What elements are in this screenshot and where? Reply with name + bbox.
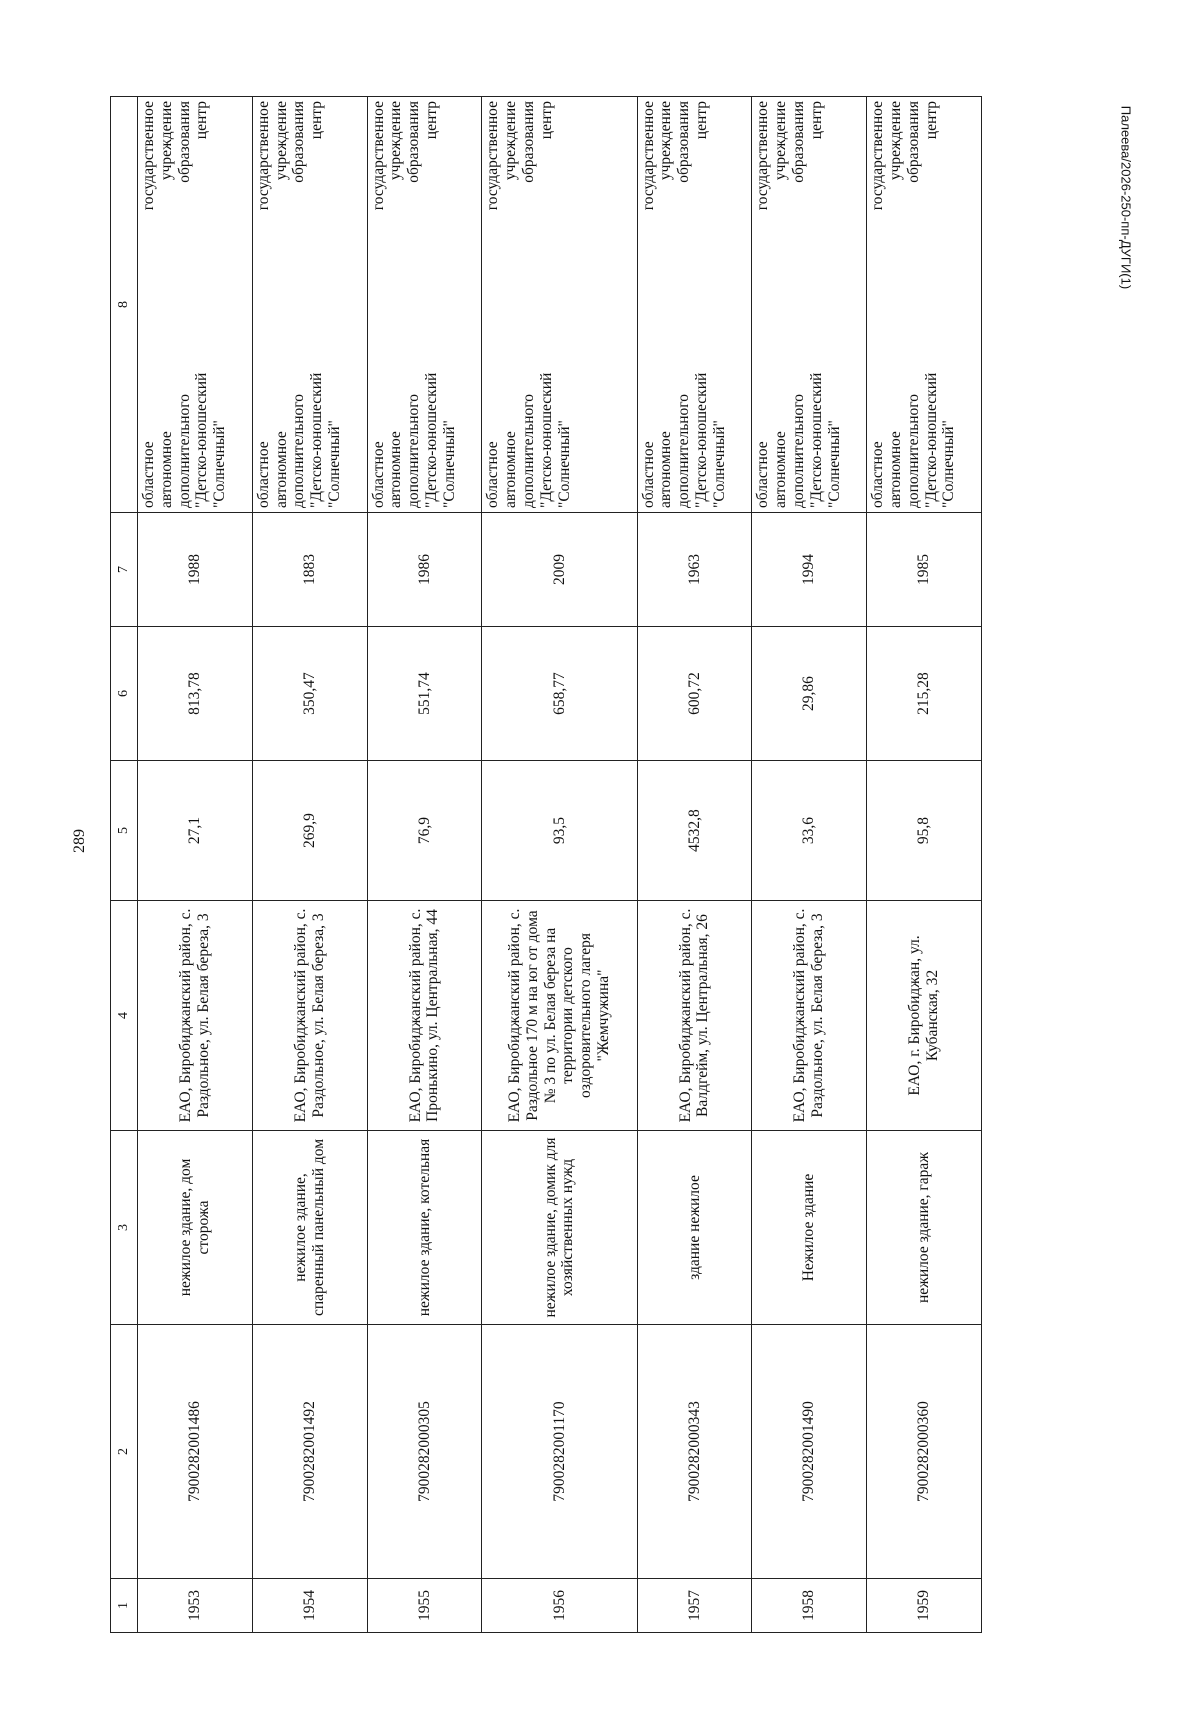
value-cell: 29,86 (752, 627, 867, 761)
object-name-cell: здание нежилое (637, 1131, 752, 1325)
row-number-cell: 1953 (138, 1579, 253, 1633)
cadastral-number-cell: 7900282000343 (637, 1325, 752, 1579)
cadastral-number-cell: 7900282001492 (252, 1325, 367, 1579)
owner-text-line: образования (675, 101, 693, 183)
column-header-7: 7 (111, 513, 138, 627)
owner-organization-cell (867, 97, 982, 513)
cadastral-number-cell: 7900282001170 (482, 1325, 637, 1579)
address-cell: ЕАО, Биробиджанский район, с. Раздольное 170 м на юг от дома № 3 по ул. Белая береза на территории детского оздоровительного лагеря "Жемчужина" (482, 901, 637, 1131)
property-table-container (110, 97, 982, 1633)
owner-text-line: дополнительного (290, 393, 308, 508)
owner-text-line: государственное (254, 101, 272, 211)
owner-text-line: учреждение (657, 101, 675, 181)
table-row (367, 97, 482, 1633)
owner-text-line: областное (254, 441, 272, 508)
area-cell: 76,9 (367, 761, 482, 901)
owner-text-line: государственное (140, 101, 157, 211)
object-name-cell: нежилое здание, дом сторожа (138, 1131, 253, 1325)
year-cell: 1963 (637, 513, 752, 627)
owner-text-line: государственное (639, 101, 657, 211)
owner-text-line: автономное (272, 431, 290, 508)
owner-text-line: дополнительного (520, 393, 538, 508)
row-number-cell: 1954 (252, 1579, 367, 1633)
owner-text-line: автономное (886, 431, 904, 508)
value-cell: 350,47 (252, 627, 367, 761)
document-code-text: Палеева/2026-250-пп-ДУГИ(1) (1118, 105, 1134, 290)
cadastral-number-cell: 7900282000305 (367, 1325, 482, 1579)
row-number-cell: 1955 (367, 1579, 482, 1633)
area-cell: 4532,8 (637, 761, 752, 901)
owner-text-line: образования (405, 101, 423, 183)
owner-text-line: учреждение (886, 101, 904, 181)
column-header-6: 6 (111, 627, 138, 761)
table-row (138, 97, 253, 1633)
object-name-cell: нежилое здание, котельная (367, 1131, 482, 1325)
address-cell: ЕАО, Биробиджанский район, с. Пронькино, ул. Центральная, 44 (367, 901, 482, 1131)
owner-text-line: государственное (754, 101, 772, 211)
owner-text-line: дополнительного (790, 393, 807, 508)
year-cell: 1985 (867, 513, 982, 627)
owner-text-line: государственное (869, 101, 887, 211)
year-cell: 1986 (367, 513, 482, 627)
owner-text-line: дополнительного (904, 393, 922, 508)
value-cell: 551,74 (367, 627, 482, 761)
owner-text-line: "Солнечный" (710, 420, 728, 508)
value-cell: 658,77 (482, 627, 637, 761)
owner-text-line: "Детско-юношеский (308, 372, 326, 508)
owner-text-line: "Солнечный" (440, 420, 458, 508)
owner-text-line: образования (790, 101, 807, 183)
area-cell: 93,5 (482, 761, 637, 901)
owner-text-line: областное (484, 441, 502, 508)
address-cell: ЕАО, Биробиджанский район, с. Валдгейм, ул. Центральная, 26 (637, 901, 752, 1131)
object-name-cell: нежилое здание, гараж (867, 1131, 982, 1325)
owner-organization-cell (482, 97, 637, 513)
owner-text-line: "Детско-юношеский (193, 372, 211, 508)
owner-text-line: областное (369, 441, 387, 508)
column-header-2: 2 (111, 1325, 138, 1579)
column-header-5: 5 (111, 761, 138, 901)
owner-text-line: "Детско-юношеский (922, 372, 940, 508)
owner-text-line: "Детско-юношеский (807, 372, 825, 508)
owner-organization-cell (637, 97, 752, 513)
column-header-8: 8 (111, 97, 138, 513)
owner-text-line: областное (869, 441, 887, 508)
row-number-cell: 1956 (482, 1579, 637, 1633)
year-cell: 1988 (138, 513, 253, 627)
owner-text-line: "Солнечный" (940, 420, 958, 508)
owner-text-line: образования (904, 101, 922, 183)
cadastral-number-cell: 7900282001490 (752, 1325, 867, 1579)
value-cell: 600,72 (637, 627, 752, 761)
owner-organization-cell (252, 97, 367, 513)
column-header-4: 4 (111, 901, 138, 1131)
year-cell: 1883 (252, 513, 367, 627)
address-cell: ЕАО, Биробиджанский район, с. Раздольное, ул. Белая береза, 3 (252, 901, 367, 1131)
object-name-cell: нежилое здание, спаренный панельный дом (252, 1131, 367, 1325)
owner-text-line: центр (922, 101, 940, 140)
owner-organization-cell (752, 97, 867, 513)
address-cell: ЕАО, Биробиджанский район, с. Раздольное, ул. Белая береза, 3 (752, 901, 867, 1131)
owner-organization-cell (138, 97, 253, 513)
column-number-row (111, 97, 138, 1633)
area-cell: 27,1 (138, 761, 253, 901)
cadastral-number-cell: 7900282000360 (867, 1325, 982, 1579)
cadastral-number-cell: 7900282001486 (138, 1325, 253, 1579)
owner-text-line: образования (175, 101, 193, 183)
address-cell: ЕАО, Биробиджанский район, с. Раздольное, ул. Белая береза, 3 (138, 901, 253, 1131)
area-cell: 269,9 (252, 761, 367, 901)
owner-text-line: учреждение (272, 101, 290, 181)
owner-text-line: дополнительного (175, 393, 193, 508)
table-row (482, 97, 637, 1633)
owner-text-line: "Солнечный" (825, 420, 843, 508)
year-cell: 1994 (752, 513, 867, 627)
owner-text-line: областное (140, 441, 157, 508)
owner-text-line: центр (537, 101, 555, 140)
owner-text-line: областное (639, 441, 657, 508)
owner-text-line: образования (520, 101, 538, 183)
table-row (867, 97, 982, 1633)
value-cell: 813,78 (138, 627, 253, 761)
owner-text-line: центр (807, 101, 825, 140)
value-cell: 215,28 (867, 627, 982, 761)
owner-text-line: автономное (157, 431, 175, 508)
page-number: 289 (71, 829, 88, 853)
table-row (637, 97, 752, 1633)
owner-text-line: образования (290, 101, 308, 183)
address-cell: ЕАО, г. Биробиджан, ул. Кубанская, 32 (867, 901, 982, 1131)
owner-text-line: государственное (369, 101, 387, 211)
column-header-3: 3 (111, 1131, 138, 1325)
owner-text-line: "Детско-юношеский (537, 372, 555, 508)
column-header-1: 1 (111, 1579, 138, 1633)
row-number-cell: 1959 (867, 1579, 982, 1633)
owner-text-line: областное (754, 441, 772, 508)
property-register-table (110, 96, 982, 1633)
owner-text-line: автономное (502, 431, 520, 508)
owner-text-line: центр (193, 101, 211, 140)
table-row (752, 97, 867, 1633)
object-name-cell: нежилое здание, домик для хозяйственных нужд (482, 1131, 637, 1325)
owner-text-line: автономное (772, 431, 790, 508)
year-cell: 2009 (482, 513, 637, 627)
owner-text-line: учреждение (157, 101, 175, 181)
owner-text-line: центр (308, 101, 326, 140)
row-number-cell: 1958 (752, 1579, 867, 1633)
owner-text-line: центр (693, 101, 711, 140)
owner-text-line: "Солнечный" (211, 420, 229, 508)
area-cell: 95,8 (867, 761, 982, 901)
owner-organization-cell (367, 97, 482, 513)
owner-text-line: учреждение (387, 101, 405, 181)
table-row (252, 97, 367, 1633)
owner-text-line: "Детско-юношеский (693, 372, 711, 508)
owner-text-line: учреждение (772, 101, 790, 181)
owner-text-line: автономное (387, 431, 405, 508)
owner-text-line: учреждение (502, 101, 520, 181)
owner-text-line: государственное (484, 101, 502, 211)
area-cell: 33,6 (752, 761, 867, 901)
owner-text-line: центр (423, 101, 441, 140)
owner-text-line: автономное (657, 431, 675, 508)
object-name-cell: Нежилое здание (752, 1131, 867, 1325)
owner-text-line: дополнительного (405, 393, 423, 508)
owner-text-line: "Солнечный" (326, 420, 344, 508)
table-body (138, 97, 982, 1633)
owner-text-line: "Солнечный" (555, 420, 573, 508)
owner-text-line: "Детско-юношеский (423, 372, 441, 508)
row-number-cell: 1957 (637, 1579, 752, 1633)
owner-text-line: дополнительного (675, 393, 693, 508)
